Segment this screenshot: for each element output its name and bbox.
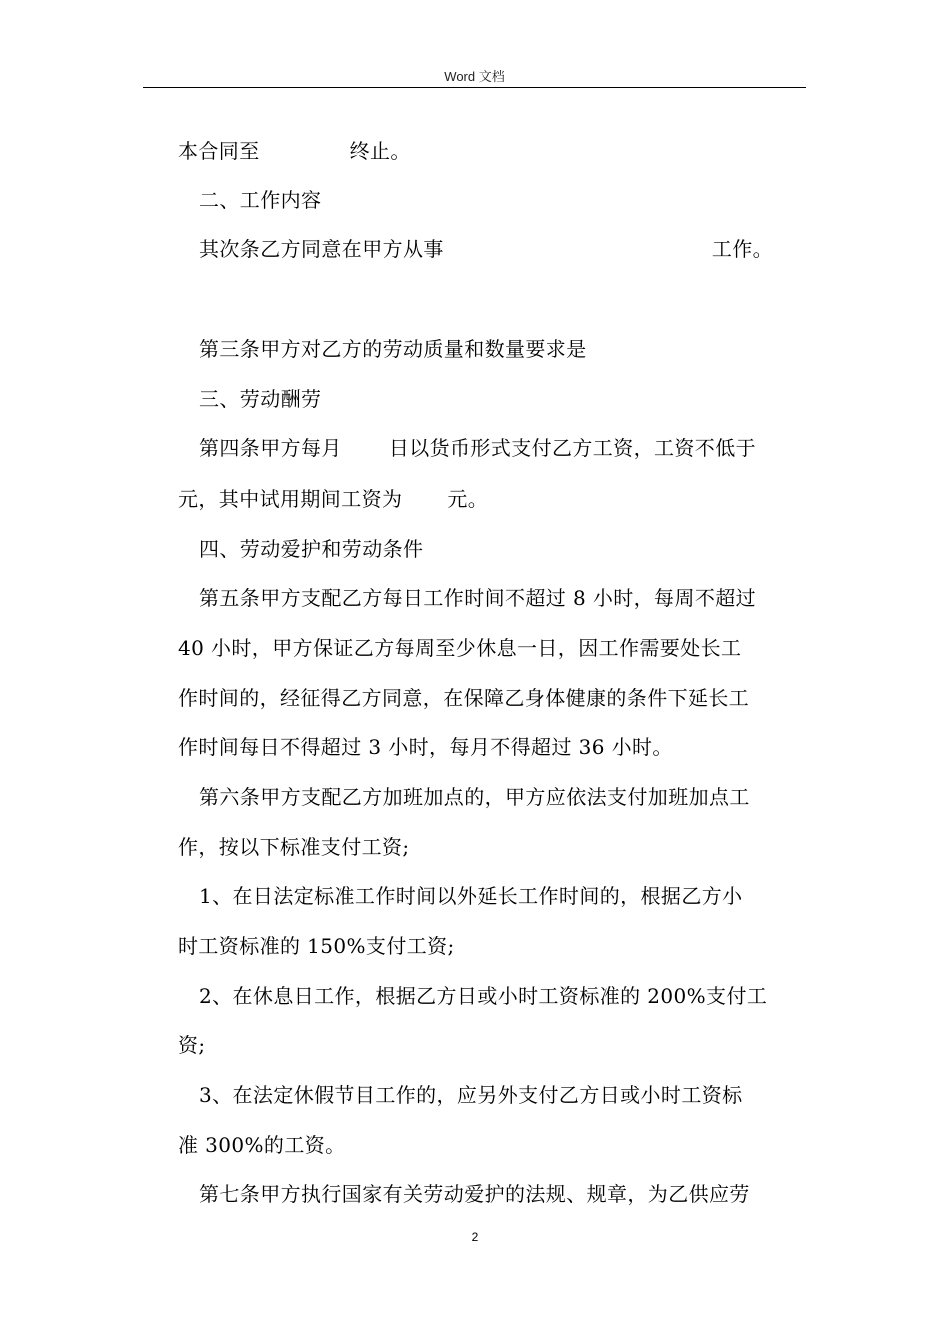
list-item: 1、在日法定标准工作时间以外延长工作时间的，根据乙方小 [199, 884, 743, 908]
section-heading: 四、劳动爱护和劳动条件 [199, 537, 424, 561]
page-header: Word 文档 [444, 69, 505, 84]
paragraph-line: 40 小时，甲方保证乙方每周至少休息一日，因工作需要处长工 [178, 636, 742, 660]
header-rule [143, 87, 806, 88]
page-number: 2 [471, 1230, 479, 1244]
paragraph-line: 作时间的，经征得乙方同意，在保障乙身体健康的条件下延长工 [178, 686, 750, 710]
text-segment: 日以货币形式支付乙方工资，工资不低于 [388, 436, 757, 460]
section-heading: 二、工作内容 [199, 188, 322, 212]
section-heading: 三、劳动酬劳 [199, 387, 322, 411]
paragraph-line [199, 434, 829, 462]
text-segment: 第四条甲方每月 [199, 436, 342, 460]
paragraph-line: 第七条甲方执行国家有关劳动爱护的法规、规章，为乙供应劳 [199, 1182, 750, 1206]
list-item-continuation: 时工资标准的 150%支付工资; [178, 934, 455, 958]
paragraph-line [178, 485, 808, 513]
text-segment: 终止。 [349, 139, 411, 163]
list-item-continuation: 资; [178, 1033, 206, 1057]
paragraph-line: 作，按以下标准支付工资; [178, 835, 410, 859]
list-item: 3、在法定休假节目工作的，应另外支付乙方日或小时工资标 [199, 1083, 743, 1107]
paragraph-line: 第五条甲方支配乙方每日工作时间不超过 8 小时，每周不超过 [199, 586, 757, 610]
text-segment: 本合同至 [178, 139, 260, 163]
paragraph-line: 第六条甲方支配乙方加班加点的，甲方应依法支付加班加点工 [199, 785, 750, 809]
list-item-continuation: 准 300%的工资。 [178, 1133, 346, 1157]
text-segment: 其次条乙方同意在甲方从事 [199, 237, 444, 261]
paragraph-line [199, 235, 829, 263]
paragraph-line: 作时间每日不得超过 3 小时，每月不得超过 36 小时。 [178, 735, 673, 759]
paragraph-line: 第三条甲方对乙方的劳动质量和数量要求是 [199, 337, 587, 361]
list-item: 2、在休息日工作，根据乙方日或小时工资标准的 200%支付工 [199, 984, 768, 1008]
text-segment: 元，其中试用期间工资为 [178, 487, 403, 511]
text-segment: 元。 [447, 487, 489, 511]
paragraph-line [178, 137, 808, 165]
text-segment: 工作。 [711, 237, 774, 261]
